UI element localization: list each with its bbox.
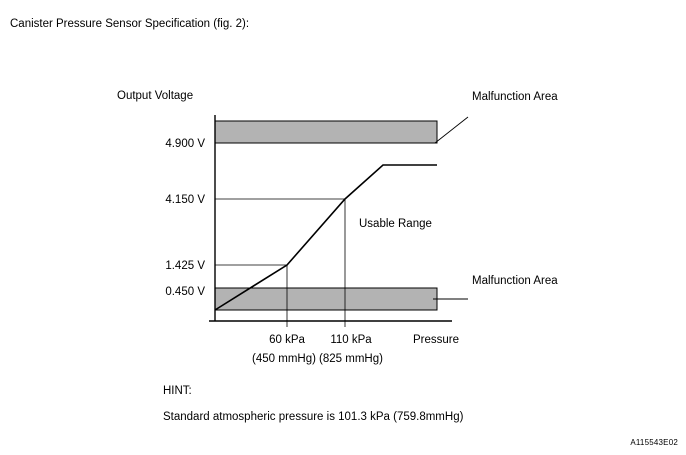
- malfunction-band-lower: [215, 288, 437, 310]
- usable-range-label: Usable Range: [359, 218, 432, 230]
- x-tick-label-110kpa: 110 kPa: [330, 334, 372, 346]
- chart-svg: [0, 55, 686, 415]
- x-axis-title: Pressure: [413, 334, 460, 346]
- x-tick-sublabel-110kpa: (825 mmHg): [319, 353, 383, 365]
- malfunction-area-upper-label: Malfunction Area: [472, 91, 558, 103]
- hint-block: [163, 378, 463, 430]
- y-tick-label-1425: 1.425 V: [165, 260, 205, 272]
- document-id: A115543E02: [630, 438, 678, 447]
- y-tick-label-4900: 4.900 V: [165, 138, 205, 150]
- malfunction-band-upper: [215, 121, 437, 143]
- leader-line-malfunction-upper: [435, 117, 468, 143]
- x-tick-sublabel-60kpa: (450 mmHg): [252, 353, 316, 365]
- y-axis-title: Output Voltage: [117, 90, 194, 102]
- chart-figure: [0, 55, 686, 415]
- y-tick-label-4150: 4.150 V: [165, 194, 205, 206]
- hint-label: HINT:: [163, 385, 192, 397]
- x-tick-label-60kpa: 60 kPa: [269, 334, 305, 346]
- y-tick-label-0450: 0.450 V: [165, 286, 205, 298]
- malfunction-area-lower-label: Malfunction Area: [472, 275, 558, 287]
- page-title: Canister Pressure Sensor Specification (fig. 2):: [10, 18, 250, 30]
- hint-text: Standard atmospheric pressure is 101.3 kPa (759.8mmHg): [163, 411, 464, 423]
